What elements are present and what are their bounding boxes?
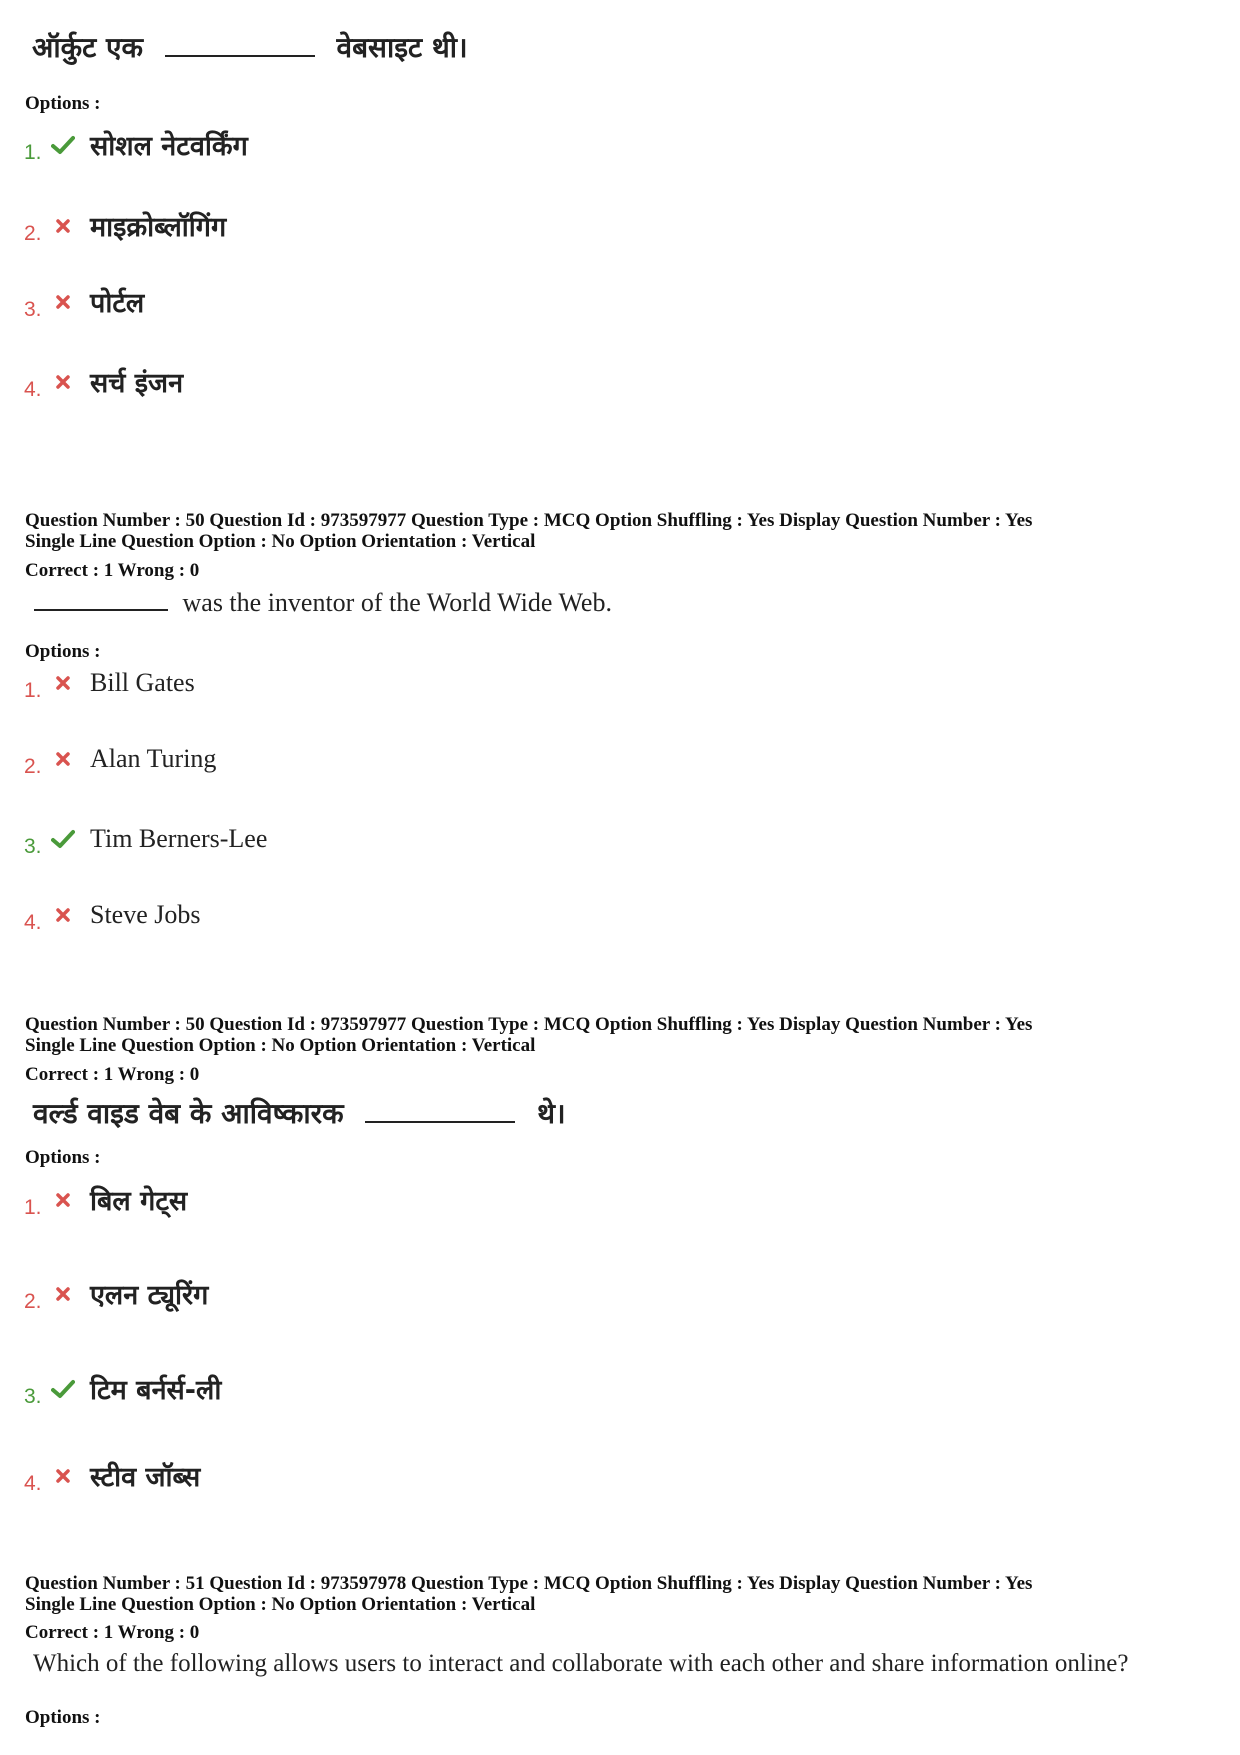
question-text-start: वर्ल्ड वाइड वेब के आविष्कारक — [33, 1097, 344, 1130]
marks-line: Correct : 1 Wrong : 0 — [25, 1622, 200, 1643]
question-text-start: ऑर्कुट एक — [32, 31, 143, 64]
option-text: Tim Berners-Lee — [90, 824, 268, 853]
options-label: Options : — [25, 93, 101, 114]
option-item — [24, 1457, 200, 1494]
option-text: सोशल नेटवर्किंग — [90, 131, 248, 162]
option-item — [24, 1181, 187, 1218]
option-text: पोर्टल — [90, 288, 145, 319]
question-text-end: was the inventor of the World Wide Web. — [182, 588, 612, 617]
option-item — [24, 824, 268, 858]
question-meta-line: Single Line Question Option : No Option Orientation : Vertical — [25, 531, 536, 552]
check-icon — [50, 826, 76, 852]
cross-icon — [50, 1281, 76, 1307]
option-number: 2. — [24, 1289, 42, 1313]
check-icon — [50, 132, 76, 158]
option-text: सर्च इंजन — [90, 368, 184, 399]
option-item — [24, 900, 201, 934]
question-text — [34, 588, 612, 618]
answer-blank — [365, 1120, 515, 1123]
marks-line: Correct : 1 Wrong : 0 — [25, 1064, 200, 1085]
option-number: 1. — [24, 679, 42, 702]
option-text: Bill Gates — [90, 668, 195, 697]
option-number: 1. — [24, 1195, 42, 1219]
marks-line: Correct : 1 Wrong : 0 — [25, 560, 200, 581]
cross-icon — [50, 1187, 76, 1213]
option-number: 4. — [24, 911, 42, 934]
question-meta-line: Question Number : 50 Question Id : 973597977 Question Type : MCQ Option Shuffling : Yes Display Question Number : Yes — [25, 510, 1033, 531]
option-text: स्टीव जॉब्स — [90, 1462, 201, 1493]
option-item — [24, 744, 217, 778]
option-text: Alan Turing — [90, 744, 217, 773]
option-number: 2. — [24, 755, 42, 778]
question-meta-line: Question Number : 51 Question Id : 973597978 Question Type : MCQ Option Shuffling : Yes Display Question Number : Yes — [25, 1573, 1033, 1594]
answer-blank — [34, 608, 168, 611]
option-text: टिम बर्नर्स-ली — [90, 1375, 222, 1406]
options-label: Options : — [25, 1707, 101, 1728]
options-label: Options : — [25, 1147, 101, 1168]
option-text: माइक्रोब्लॉगिंग — [90, 212, 227, 243]
cross-icon — [50, 670, 76, 696]
option-item — [24, 207, 226, 244]
option-number: 2. — [24, 221, 42, 245]
cross-icon — [50, 1463, 76, 1489]
options-label: Options : — [25, 641, 101, 662]
cross-icon — [50, 369, 76, 395]
option-number: 3. — [24, 297, 42, 321]
option-text: Steve Jobs — [90, 900, 201, 929]
option-text: बिल गेट्स — [90, 1186, 188, 1217]
cross-icon — [50, 902, 76, 928]
option-number: 3. — [24, 1384, 42, 1408]
option-item — [24, 126, 248, 163]
question-text — [32, 28, 468, 66]
question-text-end: थे। — [537, 1097, 566, 1130]
option-number: 1. — [24, 140, 42, 164]
option-item — [24, 1275, 208, 1312]
answer-blank — [165, 54, 315, 57]
question-meta-line: Single Line Question Option : No Option Orientation : Vertical — [25, 1594, 536, 1615]
question-text — [33, 1094, 566, 1132]
question-meta-line: Single Line Question Option : No Option Orientation : Vertical — [25, 1035, 536, 1056]
question-meta-line: Question Number : 50 Question Id : 973597977 Question Type : MCQ Option Shuffling : Yes Display Question Number : Yes — [25, 1014, 1033, 1035]
option-item — [24, 668, 195, 702]
option-item — [24, 283, 144, 320]
check-icon — [50, 1376, 76, 1402]
option-item — [24, 363, 183, 400]
option-number: 4. — [24, 377, 42, 401]
cross-icon — [50, 746, 76, 772]
question-text-end: वेबसाइट थी। — [336, 31, 468, 64]
option-item — [24, 1370, 221, 1407]
cross-icon — [50, 289, 76, 315]
option-number: 3. — [24, 835, 42, 858]
option-text: एलन ट्यूरिंग — [90, 1280, 209, 1311]
question-text: Which of the following allows users to interact and collaborate with each other and share information online? — [33, 1650, 1129, 1677]
cross-icon — [50, 213, 76, 239]
option-number: 4. — [24, 1471, 42, 1495]
